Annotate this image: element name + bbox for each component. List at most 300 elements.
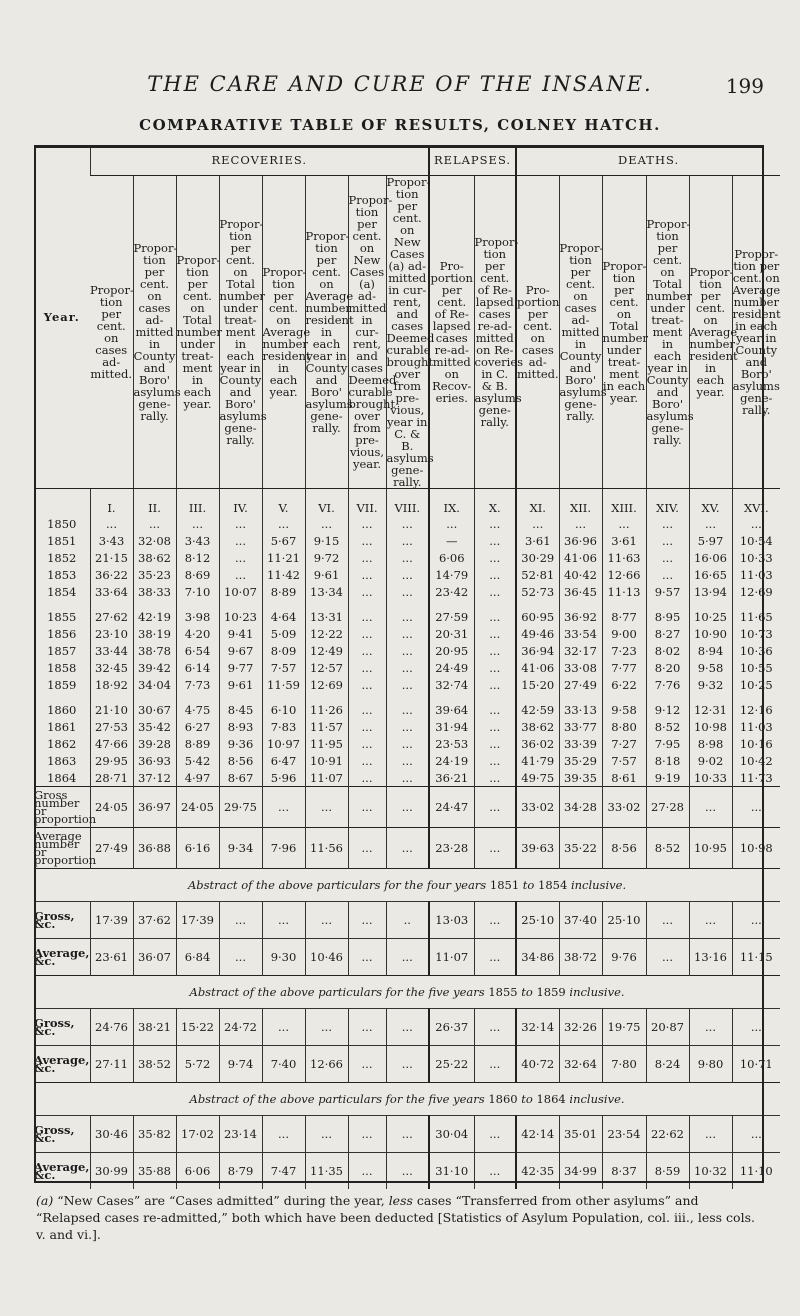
- data-cell: 8·37: [602, 1153, 646, 1190]
- data-cell: 5·09: [262, 625, 305, 642]
- data-cell: 10·73: [732, 625, 780, 642]
- data-cell: 23·28: [429, 828, 474, 869]
- abstract-data-row: [34, 1009, 780, 1046]
- data-cell: 49·46: [516, 625, 559, 642]
- column-description: Propor-tion per cent. on Average number resident in each year in County and Boro' asylums gene-rally.: [732, 176, 780, 489]
- data-cell: 20·95: [429, 642, 474, 659]
- data-cell: ...: [348, 718, 386, 735]
- data-cell: ...: [305, 1009, 348, 1046]
- data-cell: 7·96: [262, 828, 305, 869]
- data-cell: 29·95: [90, 752, 133, 769]
- data-cell: 7·73: [176, 676, 219, 693]
- data-cell: ...: [646, 515, 689, 532]
- data-cell: ...: [348, 1116, 386, 1153]
- gap-cell: [219, 600, 262, 608]
- data-cell: 30·99: [90, 1153, 133, 1190]
- abstract-title-part: 1851: [489, 878, 520, 892]
- data-cell: ...: [348, 1009, 386, 1046]
- data-cell: 24·47: [429, 787, 474, 828]
- data-cell: ...: [386, 583, 429, 600]
- data-cell: 12·66: [602, 566, 646, 583]
- data-cell: 35·29: [559, 752, 602, 769]
- data-cell: ...: [689, 1116, 732, 1153]
- data-cell: 6·84: [176, 939, 219, 976]
- data-cell: 60·95: [516, 608, 559, 625]
- column-number: II.: [133, 489, 176, 516]
- data-cell: 11·21: [262, 549, 305, 566]
- data-cell: ...: [348, 659, 386, 676]
- data-cell: 33·08: [559, 659, 602, 676]
- data-cell: 8·89: [176, 735, 219, 752]
- data-cell: ...: [386, 769, 429, 787]
- table-row: [34, 583, 780, 600]
- gap-cell: [176, 600, 219, 608]
- data-cell: 7·76: [646, 676, 689, 693]
- column-number: X.: [474, 489, 516, 516]
- footnote-text-1: “New Cases” are “Cases admitted” during the year,: [53, 1193, 389, 1208]
- data-cell: ...: [90, 515, 133, 532]
- abstract-title-part: 1855: [488, 985, 518, 999]
- data-cell: 11·07: [305, 769, 348, 787]
- data-cell: ...: [219, 566, 262, 583]
- gap-cell: [516, 600, 559, 608]
- data-cell: 36·93: [133, 752, 176, 769]
- abstract-data-row: [34, 939, 780, 976]
- data-cell: 8·45: [219, 701, 262, 718]
- gap-cell: [133, 600, 176, 608]
- data-cell: 8·09: [262, 642, 305, 659]
- data-cell: ...: [386, 566, 429, 583]
- data-cell: ...: [474, 583, 516, 600]
- gap-cell: [219, 693, 262, 701]
- column-description: Propor-tion per cent. on cases ad-mitted in County and Boro' asylums gene-rally.: [133, 176, 176, 489]
- column-number: XIV.: [646, 489, 689, 516]
- data-cell: ...: [386, 625, 429, 642]
- data-cell: ...: [474, 1153, 516, 1190]
- data-cell: ...: [474, 515, 516, 532]
- data-cell: ...: [348, 676, 386, 693]
- year-cell: 1862: [47, 736, 77, 751]
- data-cell: ...: [386, 939, 429, 976]
- data-cell: 12·16: [732, 701, 780, 718]
- data-cell: 6·16: [176, 828, 219, 869]
- data-cell: ...: [689, 787, 732, 828]
- data-cell: ...: [348, 1046, 386, 1083]
- column-description: Propor-tion per cent. on Total number under treat-ment in each year in County and Boro' asylums gene-rally.: [219, 176, 262, 489]
- data-cell: 9·58: [689, 659, 732, 676]
- data-cell: 31·94: [429, 718, 474, 735]
- summary-row: [34, 787, 780, 828]
- data-cell: 36·97: [133, 787, 176, 828]
- data-cell: ...: [474, 902, 516, 939]
- data-cell: 8·67: [219, 769, 262, 787]
- data-cell: 42·19: [133, 608, 176, 625]
- gap-cell: [305, 600, 348, 608]
- data-cell: ...: [348, 787, 386, 828]
- data-cell: ...: [348, 752, 386, 769]
- data-cell: 30·04: [429, 1116, 474, 1153]
- data-cell: 30·67: [133, 701, 176, 718]
- data-cell: 6·06: [176, 1153, 219, 1190]
- data-cell: 8·94: [689, 642, 732, 659]
- data-cell: 23·10: [90, 625, 133, 642]
- data-cell: 8·69: [176, 566, 219, 583]
- abstract-title-part: to: [517, 985, 537, 999]
- data-cell: ...: [386, 608, 429, 625]
- data-cell: ...: [386, 1009, 429, 1046]
- year-cell: 1857: [47, 643, 77, 658]
- data-cell: 9·76: [602, 939, 646, 976]
- data-cell: ...: [474, 625, 516, 642]
- data-cell: 11·13: [602, 583, 646, 600]
- data-cell: ...: [305, 1116, 348, 1153]
- column-description: Propor-tion per cent. of Re-lapsed cases re-ad-mitted on Re-coveries in C. & B. asylums gene-rally.: [474, 176, 516, 489]
- data-cell: 34·28: [559, 787, 602, 828]
- data-cell: 9·36: [219, 735, 262, 752]
- gap-cell: [262, 693, 305, 701]
- data-cell: ...: [474, 1116, 516, 1153]
- column-number: XVI.: [732, 489, 780, 516]
- data-cell: 38·33: [133, 583, 176, 600]
- data-cell: ...: [474, 939, 516, 976]
- year-cell: 1859: [47, 677, 77, 692]
- data-cell: 9·61: [305, 566, 348, 583]
- data-cell: 42·59: [516, 701, 559, 718]
- data-cell: 39·42: [133, 659, 176, 676]
- data-cell: 10·33: [689, 769, 732, 787]
- data-cell: 42·14: [516, 1116, 559, 1153]
- row-gap: [34, 600, 780, 608]
- data-cell: 6·27: [176, 718, 219, 735]
- data-cell: ...: [429, 515, 474, 532]
- data-cell: 9·32: [689, 676, 732, 693]
- data-cell: 32·08: [133, 532, 176, 549]
- data-cell: ...: [348, 701, 386, 718]
- column-description: Propor-tion per cent. on Total number under treat-ment in each year in County and Boro' asylums gene-rally.: [646, 176, 689, 489]
- data-cell: ...: [348, 515, 386, 532]
- data-cell: 4·97: [176, 769, 219, 787]
- column-number: XI.: [516, 489, 559, 516]
- data-cell: ...: [386, 718, 429, 735]
- abstract-title-part: Abstract of the above particulars for the four years: [187, 878, 490, 892]
- data-cell: 10·23: [219, 608, 262, 625]
- data-cell: 23·53: [429, 735, 474, 752]
- data-cell: 8·80: [602, 718, 646, 735]
- data-cell: 38·62: [516, 718, 559, 735]
- data-cell: 9·58: [602, 701, 646, 718]
- abstract-row-label: Gross, &c.: [34, 1116, 90, 1153]
- table-row: [34, 718, 780, 735]
- abstract-title-part: Abstract of the above particulars for the five years: [189, 1092, 489, 1106]
- data-cell: ...: [474, 1046, 516, 1083]
- data-cell: ...: [386, 828, 429, 869]
- data-cell: ...: [474, 642, 516, 659]
- data-cell: 34·04: [133, 676, 176, 693]
- data-cell: 33·02: [602, 787, 646, 828]
- data-cell: ...: [348, 828, 386, 869]
- data-cell: 35·82: [133, 1116, 176, 1153]
- data-cell: 7·10: [176, 583, 219, 600]
- group-header-row: [34, 145, 780, 176]
- data-cell: 11·57: [305, 718, 348, 735]
- gap-cell: [689, 600, 732, 608]
- gap-cell: [559, 693, 602, 701]
- data-cell: 23·61: [90, 939, 133, 976]
- data-cell: 12·49: [305, 642, 348, 659]
- data-cell: ...: [348, 549, 386, 566]
- data-cell: 9·15: [305, 532, 348, 549]
- data-cell: 52·81: [516, 566, 559, 583]
- data-cell: ...: [474, 1009, 516, 1046]
- data-cell: 12·57: [305, 659, 348, 676]
- data-cell: ...: [474, 659, 516, 676]
- row-gap: [34, 693, 780, 701]
- table-row: [34, 752, 780, 769]
- data-cell: 8·20: [646, 659, 689, 676]
- data-cell: 27·49: [559, 676, 602, 693]
- data-cell: ...: [732, 787, 780, 828]
- data-cell: 13·34: [305, 583, 348, 600]
- column-number: VI.: [305, 489, 348, 516]
- data-cell: 10·32: [689, 1153, 732, 1190]
- year-cell: 1863: [47, 753, 77, 768]
- data-cell: ...: [732, 1116, 780, 1153]
- abstract-title: [34, 869, 780, 902]
- data-cell: 14·79: [429, 566, 474, 583]
- data-cell: 21·15: [90, 549, 133, 566]
- abstract-data-row: [34, 1116, 780, 1153]
- data-cell: 9·00: [602, 625, 646, 642]
- data-cell: 8·27: [646, 625, 689, 642]
- data-cell: 12·69: [732, 583, 780, 600]
- column-number: XV.: [689, 489, 732, 516]
- data-cell: ...: [386, 701, 429, 718]
- data-cell: 27·11: [90, 1046, 133, 1083]
- data-cell: 10·36: [732, 642, 780, 659]
- column-number: IV.: [219, 489, 262, 516]
- data-cell: 38·52: [133, 1046, 176, 1083]
- data-cell: 11·42: [262, 566, 305, 583]
- data-cell: 37·12: [133, 769, 176, 787]
- data-cell: 22·62: [646, 1116, 689, 1153]
- year-cell: 1855: [47, 609, 77, 624]
- data-cell: 27·28: [646, 787, 689, 828]
- data-cell: ...: [646, 902, 689, 939]
- data-cell: ...: [386, 1153, 429, 1190]
- data-cell: 10·54: [732, 532, 780, 549]
- data-cell: 34·99: [559, 1153, 602, 1190]
- abstract-title-part: inclusive.: [565, 985, 625, 999]
- data-cell: 33·77: [559, 718, 602, 735]
- data-cell: 8·98: [689, 735, 732, 752]
- data-cell: 11·63: [602, 549, 646, 566]
- data-cell: ...: [348, 532, 386, 549]
- data-cell: 32·45: [90, 659, 133, 676]
- data-cell: 10·95: [689, 828, 732, 869]
- data-cell: 10·98: [689, 718, 732, 735]
- data-cell: 11·03: [732, 718, 780, 735]
- data-cell: 40·72: [516, 1046, 559, 1083]
- data-cell: 7·57: [262, 659, 305, 676]
- page-number: 199: [725, 74, 764, 98]
- data-cell: 20·31: [429, 625, 474, 642]
- data-cell: ...: [262, 1116, 305, 1153]
- data-cell: ...: [219, 549, 262, 566]
- data-cell: 6·22: [602, 676, 646, 693]
- table-row: [34, 566, 780, 583]
- data-cell: 27·62: [90, 608, 133, 625]
- abstract-row-label: Average, &c.: [34, 939, 90, 976]
- data-cell: 8·02: [646, 642, 689, 659]
- data-cell: 13·16: [689, 939, 732, 976]
- summary-row: [34, 828, 780, 869]
- abstract-title-row: [34, 869, 780, 902]
- gap-cell: [732, 600, 780, 608]
- gap-cell: [176, 693, 219, 701]
- data-cell: ...: [474, 752, 516, 769]
- year-cell: 1856: [47, 626, 77, 641]
- data-cell: 38·21: [133, 1009, 176, 1046]
- data-cell: 17·39: [90, 902, 133, 939]
- abstract-data-row: [34, 902, 780, 939]
- group-relapses: RELAPSES.: [429, 145, 516, 176]
- column-number: IX.: [429, 489, 474, 516]
- data-cell: 41·06: [516, 659, 559, 676]
- data-cell: 10·46: [305, 939, 348, 976]
- abstract-title-row: [34, 1083, 780, 1116]
- data-cell: 36·21: [429, 769, 474, 787]
- data-cell: 10·90: [689, 625, 732, 642]
- column-number: VIII.: [386, 489, 429, 516]
- abstract-title-part: 1854: [538, 878, 568, 892]
- data-cell: 11·59: [262, 676, 305, 693]
- gap-cell: [429, 600, 474, 608]
- data-cell: 9·30: [262, 939, 305, 976]
- data-cell: 10·42: [732, 752, 780, 769]
- data-cell: 11·15: [732, 939, 780, 976]
- table-row: [34, 769, 780, 787]
- data-cell: 37·62: [133, 902, 176, 939]
- data-cell: ...: [305, 902, 348, 939]
- data-cell: ...: [386, 676, 429, 693]
- data-cell: 38·19: [133, 625, 176, 642]
- data-cell: ...: [262, 1009, 305, 1046]
- data-cell: 16·06: [689, 549, 732, 566]
- data-cell: 32·74: [429, 676, 474, 693]
- abstract-title-part: 1860: [488, 1092, 518, 1106]
- table-row: [34, 676, 780, 693]
- data-cell: 27·49: [90, 828, 133, 869]
- data-cell: ...: [305, 787, 348, 828]
- data-cell: 35·23: [133, 566, 176, 583]
- table-caption: COMPARATIVE TABLE OF RESULTS, COLNEY HATCH.: [139, 116, 661, 134]
- data-cell: 33·13: [559, 701, 602, 718]
- data-cell: 32·14: [516, 1009, 559, 1046]
- data-cell: 33·02: [516, 787, 559, 828]
- column-description: Propor-tion per cent. on Average number resident in each year.: [262, 176, 305, 489]
- gap-cell: [262, 600, 305, 608]
- data-cell: 8·93: [219, 718, 262, 735]
- data-cell: 10·98: [732, 828, 780, 869]
- column-number: III.: [176, 489, 219, 516]
- year-cell: 1861: [47, 719, 77, 734]
- data-cell: ...: [386, 642, 429, 659]
- table-row: [34, 659, 780, 676]
- data-cell: 4·20: [176, 625, 219, 642]
- data-cell: 9·61: [219, 676, 262, 693]
- table-row: [34, 515, 780, 532]
- data-cell: 9·02: [689, 752, 732, 769]
- data-cell: 42·35: [516, 1153, 559, 1190]
- table-row: [34, 532, 780, 549]
- data-cell: ...: [386, 659, 429, 676]
- data-cell: ...: [732, 515, 780, 532]
- data-cell: 35·22: [559, 828, 602, 869]
- data-cell: 37·40: [559, 902, 602, 939]
- data-cell: 8·18: [646, 752, 689, 769]
- column-description: Propor-tion per cent. on Average number resident in each year in County and Boro' asylums gene-rally.: [305, 176, 348, 489]
- data-cell: ...: [474, 566, 516, 583]
- column-number-row: [34, 489, 780, 516]
- data-cell: 11·95: [305, 735, 348, 752]
- data-cell: ...: [732, 902, 780, 939]
- data-cell: 9·77: [219, 659, 262, 676]
- data-cell: 3·98: [176, 608, 219, 625]
- data-cell: 10·07: [219, 583, 262, 600]
- data-cell: 32·17: [559, 642, 602, 659]
- gap-cell: [386, 600, 429, 608]
- comparative-table: [34, 145, 780, 1189]
- data-cell: 12·31: [689, 701, 732, 718]
- data-cell: ...: [474, 769, 516, 787]
- data-cell: 3·43: [176, 532, 219, 549]
- data-cell: 39·64: [429, 701, 474, 718]
- data-cell: 7·80: [602, 1046, 646, 1083]
- abstract-row-label: Average, &c.: [34, 1153, 90, 1190]
- column-number: I.: [90, 489, 133, 516]
- group-recoveries: RECOVERIES.: [90, 145, 429, 176]
- data-cell: 38·62: [133, 549, 176, 566]
- data-cell: 36·88: [133, 828, 176, 869]
- data-cell: 38·78: [133, 642, 176, 659]
- gap-cell: [90, 600, 133, 608]
- data-cell: 8·77: [602, 608, 646, 625]
- data-cell: 23·14: [219, 1116, 262, 1153]
- data-cell: ...: [474, 701, 516, 718]
- abstract-title-row: [34, 976, 780, 1009]
- data-cell: 8·59: [646, 1153, 689, 1190]
- gap-cell: [602, 693, 646, 701]
- footnote: [36, 1192, 766, 1243]
- data-cell: 7·27: [602, 735, 646, 752]
- year-cell: 1858: [47, 660, 77, 675]
- data-cell: 7·23: [602, 642, 646, 659]
- gap-cell: [646, 693, 689, 701]
- data-cell: 10·55: [732, 659, 780, 676]
- data-cell: ...: [386, 532, 429, 549]
- data-cell: 11·07: [429, 939, 474, 976]
- column-description: Pro-portion per cent. on cases ad-mitted.: [516, 176, 559, 489]
- data-cell: 5·97: [689, 532, 732, 549]
- data-cell: —: [429, 532, 474, 549]
- year-spacer: [34, 489, 90, 516]
- data-cell: 26·37: [429, 1009, 474, 1046]
- footnote-marker: (a): [36, 1193, 54, 1208]
- data-cell: 30·29: [516, 549, 559, 566]
- data-cell: 8·52: [646, 718, 689, 735]
- data-cell: 39·28: [133, 735, 176, 752]
- data-cell: ...: [348, 735, 386, 752]
